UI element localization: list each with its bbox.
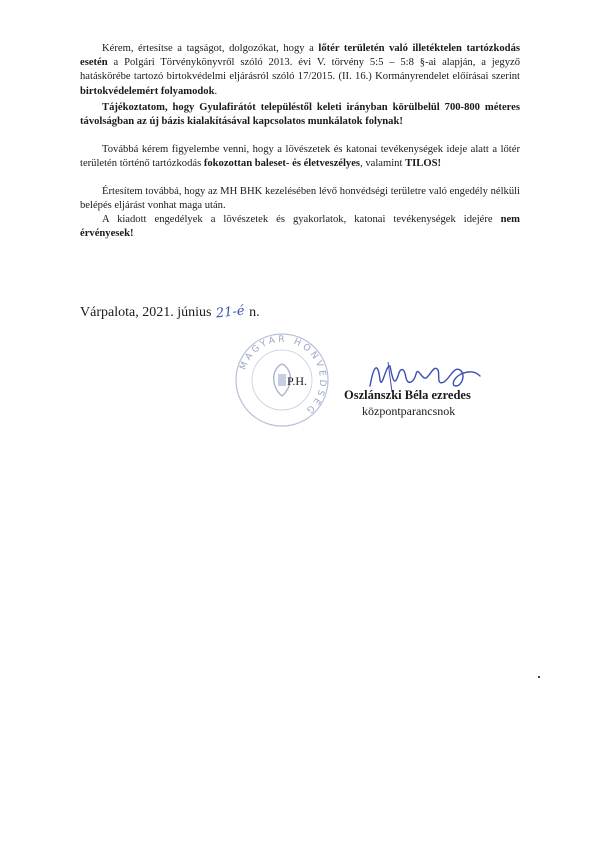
stamp-emblem-center [278,374,286,386]
place-date [80,304,260,322]
bold-text: fokozottan baleset- és életveszélyes [203,158,361,170]
paragraph-permits-invalid [80,213,520,241]
text: . [214,85,218,97]
paragraph-construction-info [80,101,520,129]
bold-text: TILOS! [405,158,441,170]
stamp-mark-label: P.H. [287,374,308,388]
text: Kérem, értesítse a tagságot, dolgozókat, hogy a [102,43,319,54]
bold-text: lőtér területén való illetéktelen tartózkodás esetén [80,43,520,69]
bold-text: Tájékoztatom, hogy Gyulafirátót településtől keleti irányban körülbelül 700-800 méteres távolságban az új bázis kialakításával kapcsolatos munkálatok folynak! [80,102,520,128]
paragraph-trespass-notice [80,42,520,99]
bold-text: nem érvényesek! [80,214,520,240]
scan-speck [538,676,540,678]
text: Értesítem továbbá, hogy az MH BHK kezelésében lévő honvédségi területre való engedély nélküli belépés eljárást vonhat maga után. [80,186,520,212]
stamp-text: MAGYAR HONVÉDSÉG [238,334,328,417]
signer-role: központparancsnok [362,404,456,418]
text: A kiadott engedélyek a lövészetek és gyakorlatok, katonai tevékenységek idejére [102,214,501,225]
text: Továbbá kérem figyelembe venni, hogy a lövészetek és katonai tevékenységek ideje alatt a lőtér területén történő tartózkodás [80,144,520,170]
place-date-suffix: n. [249,305,260,320]
text: , valamint [360,158,406,170]
place-date-text: Várpalota, 2021. június [80,305,212,320]
handwritten-day: 21-é [215,303,246,322]
text: a Polgári Törvénykönyvről szóló 2013. évi V. törvény 5:5 – 5:8 §-ai alapján, a jegyző hatáskörébe tartozó birtokvédelmi eljárásról szóló 17/2015. (II. 16.) Kormányrendelet előírásai szerint [80,57,520,83]
paragraph-danger-warning [80,143,520,171]
official-stamp [232,330,332,430]
bold-text: birtokvédelemért folyamodok [80,85,215,97]
paragraph-entry-notice [80,185,520,213]
signer-name: Oszlánszki Béla ezredes [344,388,471,402]
signature-stroke [370,366,480,386]
